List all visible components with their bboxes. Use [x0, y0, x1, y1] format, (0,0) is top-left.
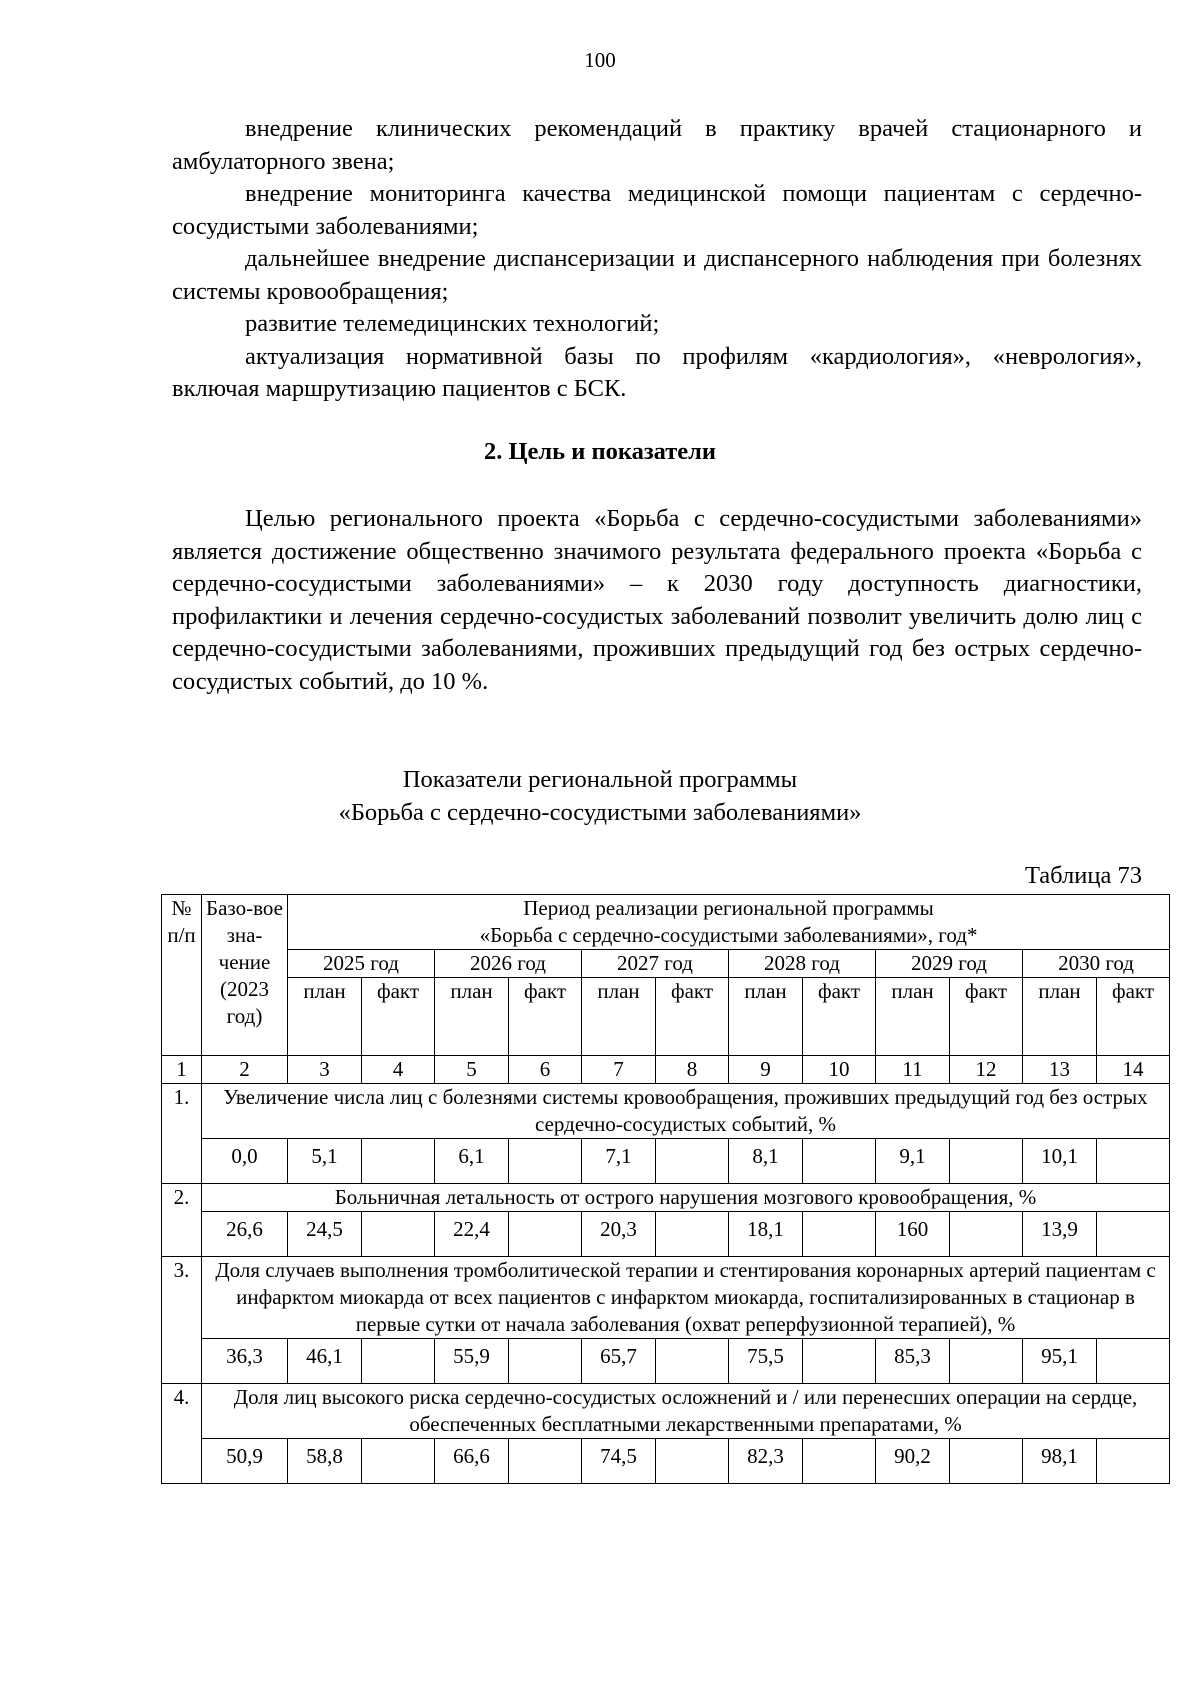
intro-item: внедрение мониторинга качества медицинской помощи пациентам с сердечно-сосудистыми заболеваниями; — [172, 180, 1142, 240]
indicator-values-row — [162, 1339, 1170, 1384]
plan-value: 20,3 — [582, 1212, 656, 1257]
row-number: 3. — [162, 1257, 202, 1384]
header-plan: план — [582, 978, 656, 1056]
fact-value — [950, 1439, 1023, 1484]
intro-item: развитие телемедицинских технологий; — [245, 310, 660, 337]
header-fact: факт — [362, 978, 435, 1056]
header-fact: факт — [1097, 978, 1170, 1056]
plan-value: 98,1 — [1023, 1439, 1097, 1484]
header-period — [288, 895, 1170, 950]
plan-value: 90,2 — [876, 1439, 950, 1484]
fact-value — [656, 1212, 729, 1257]
intro-item: внедрение клинических рекомендаций в практику врачей стационарного и амбулаторного звена; — [172, 115, 1142, 175]
indicator-values-row — [162, 1212, 1170, 1257]
header-year: 2025 год — [288, 950, 435, 978]
plan-value: 75,5 — [729, 1339, 803, 1384]
col-number: 13 — [1023, 1056, 1097, 1084]
indicator-name: Доля лиц высокого риска сердечно-сосудистых осложнений и / или перенесших операции на сердце, обеспеченных бесплатными лекарственными препаратами, % — [202, 1384, 1170, 1439]
plan-value: 6,1 — [435, 1139, 509, 1184]
fact-value — [1097, 1339, 1170, 1384]
fact-value — [950, 1139, 1023, 1184]
col-number: 8 — [656, 1056, 729, 1084]
col-number: 7 — [582, 1056, 656, 1084]
plan-value: 22,4 — [435, 1212, 509, 1257]
fact-value — [509, 1139, 582, 1184]
header-fact: факт — [950, 978, 1023, 1056]
base-value: 36,3 — [202, 1339, 288, 1384]
fact-value — [656, 1339, 729, 1384]
indicator-title-row — [162, 1084, 1170, 1139]
col-number: 2 — [202, 1056, 288, 1084]
fact-value — [656, 1439, 729, 1484]
base-value: 0,0 — [202, 1139, 288, 1184]
plan-value: 160 — [876, 1212, 950, 1257]
table-years-row — [162, 950, 1170, 978]
header-plan: план — [288, 978, 362, 1056]
fact-value — [950, 1212, 1023, 1257]
table-colnum-row — [162, 1056, 1170, 1084]
header-base: Базо-вое зна-чение (2023 год) — [202, 895, 288, 1056]
base-value: 50,9 — [202, 1439, 288, 1484]
intro-item: актуализация нормативной базы по профилям «кардиология», «неврология», включая маршрутизацию пациентов с БСК. — [172, 342, 1142, 402]
section-title: 2. Цель и показатели — [483, 438, 717, 465]
fact-value — [362, 1439, 435, 1484]
header-year: 2030 год — [1023, 950, 1170, 978]
fact-value — [950, 1339, 1023, 1384]
page-number: 100 — [584, 48, 616, 72]
table-label: Таблица 73 — [1024, 862, 1142, 889]
plan-value: 74,5 — [582, 1439, 656, 1484]
plan-value: 9,1 — [876, 1139, 950, 1184]
plan-value: 95,1 — [1023, 1339, 1097, 1384]
base-value: 26,6 — [202, 1212, 288, 1257]
header-year: 2026 год — [435, 950, 582, 978]
fact-value — [362, 1339, 435, 1384]
fact-value — [509, 1439, 582, 1484]
indicator-values-row — [162, 1139, 1170, 1184]
table-title-line: Показатели региональной программы — [402, 766, 798, 793]
goal-paragraph: Целью регионального проекта «Борьба с сердечно-сосудистыми заболеваниями» является достижение общественно значимого результата федерального проекта «Борьба с сердечно-сосудистыми заболеваниями» – к 2030 году доступность диагностики, профилактики и лечения сердечно-сосудистых заболеваний позволит увеличить долю лиц с сердечно-сосудистыми заболеваниями, проживших предыдущий год без острых сердечно-сосудистых событий, до 10 %. — [172, 505, 1142, 695]
plan-value: 82,3 — [729, 1439, 803, 1484]
fact-value — [1097, 1439, 1170, 1484]
plan-value: 5,1 — [288, 1139, 362, 1184]
plan-value: 10,1 — [1023, 1139, 1097, 1184]
fact-value — [362, 1212, 435, 1257]
col-number: 6 — [509, 1056, 582, 1084]
plan-value: 46,1 — [288, 1339, 362, 1384]
header-year: 2027 год — [582, 950, 729, 978]
plan-value: 18,1 — [729, 1212, 803, 1257]
plan-value: 65,7 — [582, 1339, 656, 1384]
col-number: 4 — [362, 1056, 435, 1084]
col-number: 5 — [435, 1056, 509, 1084]
fact-value — [1097, 1139, 1170, 1184]
indicator-name: Увеличение числа лиц с болезнями системы кровообращения, проживших предыдущий год без острых сердечно-сосудистых событий, % — [202, 1084, 1170, 1139]
indicators-table — [161, 894, 1170, 1484]
fact-value — [803, 1212, 876, 1257]
col-number: 9 — [729, 1056, 803, 1084]
header-num: № п/п — [162, 895, 202, 1056]
indicator-title-row — [162, 1184, 1170, 1212]
header-period-line: «Борьба с сердечно-сосудистыми заболеваниями», год* — [479, 923, 978, 947]
col-number: 3 — [288, 1056, 362, 1084]
header-fact: факт — [509, 978, 582, 1056]
header-plan: план — [876, 978, 950, 1056]
row-number: 1. — [162, 1084, 202, 1184]
fact-value — [509, 1212, 582, 1257]
fact-value — [509, 1339, 582, 1384]
header-fact: факт — [803, 978, 876, 1056]
table-planfact-row — [162, 978, 1170, 1056]
fact-value — [656, 1139, 729, 1184]
col-number: 12 — [950, 1056, 1023, 1084]
col-number: 11 — [876, 1056, 950, 1084]
header-plan: план — [1023, 978, 1097, 1056]
indicator-name: Доля случаев выполнения тромболитической терапии и стентирования коронарных артерий пациентам с инфарктом миокарда от всех пациентов с инфарктом миокарда, госпитализированных в стационар в первые сутки от начала заболевания (охват реперфузионной терапией), % — [202, 1257, 1170, 1339]
header-year: 2028 год — [729, 950, 876, 978]
row-number: 4. — [162, 1384, 202, 1484]
col-number: 14 — [1097, 1056, 1170, 1084]
fact-value — [362, 1139, 435, 1184]
table-title-line: «Борьба с сердечно-сосудистыми заболеваниями» — [338, 798, 862, 826]
plan-value: 85,3 — [876, 1339, 950, 1384]
fact-value — [803, 1439, 876, 1484]
table-title — [0, 764, 1200, 829]
intro-list — [172, 113, 1142, 406]
plan-value: 7,1 — [582, 1139, 656, 1184]
indicator-title-row — [162, 1384, 1170, 1439]
header-plan: план — [435, 978, 509, 1056]
plan-value: 13,9 — [1023, 1212, 1097, 1257]
plan-value: 55,9 — [435, 1339, 509, 1384]
indicator-name: Больничная летальность от острого нарушения мозгового кровообращения, % — [202, 1184, 1170, 1212]
plan-value: 66,6 — [435, 1439, 509, 1484]
table-header-row — [162, 895, 1170, 950]
col-number: 1 — [162, 1056, 202, 1084]
row-number: 2. — [162, 1184, 202, 1257]
indicator-title-row — [162, 1257, 1170, 1339]
col-number: 10 — [803, 1056, 876, 1084]
indicator-values-row — [162, 1439, 1170, 1484]
header-period-line: Период реализации региональной программы — [523, 896, 934, 920]
plan-value: 24,5 — [288, 1212, 362, 1257]
intro-item: дальнейшее внедрение диспансеризации и диспансерного наблюдения при болезнях системы кровообращения; — [172, 245, 1142, 305]
header-fact: факт — [656, 978, 729, 1056]
fact-value — [803, 1139, 876, 1184]
plan-value: 58,8 — [288, 1439, 362, 1484]
plan-value: 8,1 — [729, 1139, 803, 1184]
fact-value — [1097, 1212, 1170, 1257]
header-plan: план — [729, 978, 803, 1056]
fact-value — [803, 1339, 876, 1384]
header-year: 2029 год — [876, 950, 1023, 978]
